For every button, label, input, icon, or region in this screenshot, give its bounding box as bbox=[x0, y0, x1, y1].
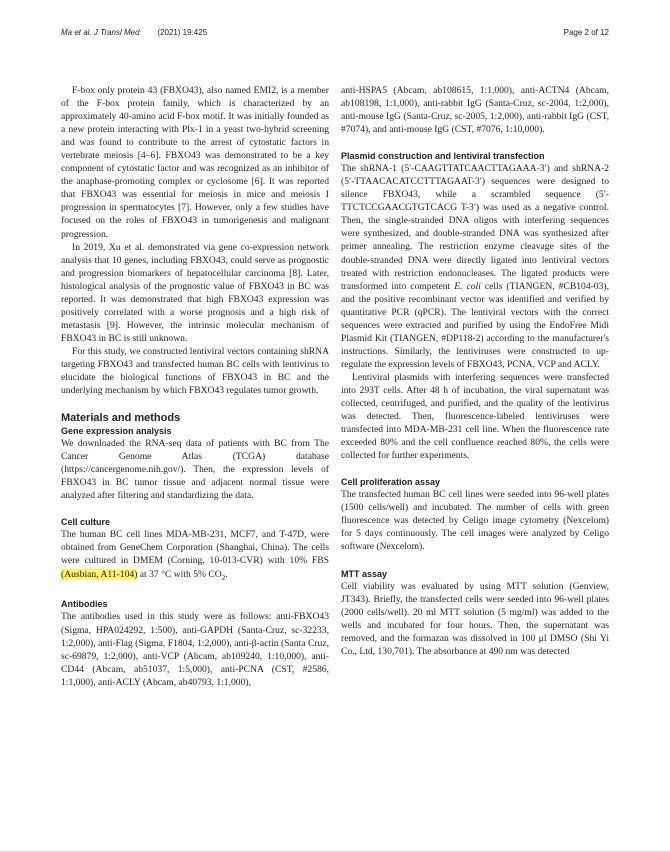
cell-culture-heading: Cell culture bbox=[61, 517, 111, 528]
intro-paragraph-2: In 2019, Xu et al. demonstrated via gene co-expression network analysis that 10 genes, including FBXO43, could serve as prognostic and progression biomarkers of hepatocellular carcinoma [8]. Later, histological analysis of the prognostic value of FBXO43 in BC was reported. It was demonstrated that high FBXO43 expression was positively correlated with a worse prognosis and a high risk of metastasis [9]. However, the intrinsic molecular mechanism of FBXO43 in BC is still unknown. bbox=[61, 241, 329, 344]
proliferation-text: The transfected human BC cell lines were seeded into 96-well plates (1500 cells/well) and incubated. The number of cells with green fluorescence was detected by Celigo image cytometry (Nexcelom) for 5 days continuously. The cell images were analyzed by Celigo software (Nexcelom). bbox=[341, 489, 609, 553]
proliferation-heading: Cell proliferation assay bbox=[341, 477, 441, 488]
right-column bbox=[341, 84, 609, 658]
year-volume: (2021) 19:425 bbox=[157, 28, 208, 37]
antibodies-text: The antibodies used in this study were as follows: anti-FBXO43 (Sigma, HPA024292, 1:500), anti-GAPDH (Santa-Cruz, sc-32233, 1:2,000), anti-Flag (Sigma, F1804, 1:2,000), anti-β-actin (Santa Cruz, sc-69879, 1:2,000), anti-VCP (Abcam, ab109240, 1:10,000), anti-CD44 (Abcam, ab51037, 1:5,000), anti-PCNA (CST, #2586, 1:1,000), anti-ACLY (Abcam, ab40793, 1:1,000), bbox=[61, 611, 329, 688]
cell-culture-text: The human BC cell lines MDA-MB-231, MCF7, and T-47D, were obtained from GeneChem Corporation (Shanghai, China). The cells were cultured in DMEM (Corning, 10-013-CVR) with 10% FBS (Ausbian, A11-104) at 37 °C with 5% $CO_2$. bbox=[61, 529, 329, 582]
antibodies-continued: anti-HSPA5 (Abcam, ab108615, 1:1,000), anti-ACTN4 (Abcam, ab108198, 1:1,000), anti-rabbit IgG (Santa-Cruz, sc-2004, 1:2,000), anti-mouse IgG (Santa-Cruz, sc-2005, 1:2,000), anti-rabbit IgG (CST, #7074), and anti-mouse IgG (CST, #7076, 1:10,000). bbox=[341, 85, 609, 136]
methods-heading: Materials and methods bbox=[61, 412, 181, 425]
intro-paragraph-1: F-box only protein 43 (FBXO43), also named EMI2, is a member of the F-box protein family, which is characterized by an approximately 40-amino acid F-box motif. It was initially founded as a new protein interacting with Plx-1 in a yeast two-hybrid screening and was found to contribute to the arrest of cytostatic factors in vertebrate meiosis [4–6]. FBXO43 was demonstrated to be a key component of cytostatic factor and was recognized as an inhibitor of the anaphase-promoting complex or cyclosome [6]. It was reported that FBXO43 was essential for meiosis in mice and meiosis I progression in spermatocytes [7]. However, only a few studies have focused on the roles of FBXO43 in tumorigenesis and malignant progression. bbox=[61, 85, 329, 240]
tcga-link[interactable]: https://cancergenome.nih.gov/ bbox=[64, 464, 181, 476]
left-column bbox=[61, 84, 329, 689]
journal-name: Ma et al. J Transl Med bbox=[61, 28, 140, 37]
plasmid-paragraph-2: Lentiviral plasmids with interfering sequences were transfected into 293T cells. After 48 h of incubation, the viral supernatant was collected, centrifuged, and purified, and the quality of the lentivirus was detected. Then, fluorescence-labeled lentiviruses were transfected into MDA-MB-231 cell line. When the fluorescence rate exceeded 80% and the cell confluence reached 80%, the cells were collected for further experiments. bbox=[341, 371, 609, 462]
antibodies-heading: Antibodies bbox=[61, 599, 108, 610]
mtt-text: Cell viability was evaluated by using MTT solution (Genview, JT343). Briefly, the transfected cells were seeded into 96-well plates (2000 cells/well). 20 ml MTT solution (5 mg/ml) was added to the wells and incubated for four hours. Then, the supernatant was removed, and the formazan was dissolved in 100 μl DMSO (Shi Yi Co., Ltd, 130,701). The absorbance at 490 nm was detected bbox=[341, 580, 609, 657]
page-number: Page 2 of 12 bbox=[563, 28, 609, 37]
plasmid-paragraph-1: The shRNA-1 (5′-CAAGTTATCAACTTAGAAA-3′) and shRNA-2 (5′-TTAACACATCCTTTAGAAT-3′) sequences were designed to silence FBXO43, while a scrambled sequence (5′-TTCTCCGAACGTGTCACG T-3′) was used as a negative control. Then, the single-stranded DNA oligos with interfering sequences were synthesized, and double-stranded DNA was synthesized after primer annealing. The restriction enzyme cleavage sites of the double-stranded DNA were directly ligated into lentiviral vectors treated with restriction endonucleases. The ligated products were transformed into competent E. coli cells (TIANGEN, #CB104-03), and the positive recombinant vector was identified and verified by quantitative PCR (qPCR). The lentiviral vectors with the correct sequences were extracted and purified by using the EndoFree Midi Plasmid Kit (TIANGEN, #DP118-2) according to the manufacturer's instructions. Similarly, the lentiviruses were constructed to up-regulate the expression levels of FBXO43, PCNA, VCP and ACLY. bbox=[341, 163, 609, 370]
highlighted-reference: (Ausbian, A11-104) bbox=[61, 568, 138, 580]
gene-expression-heading: Gene expression analysis bbox=[61, 426, 172, 437]
mtt-heading: MTT assay bbox=[341, 568, 388, 579]
running-header-left bbox=[61, 28, 207, 37]
intro-paragraph-3: For this study, we constructed lentiviral vectors containing shRNA targeting FBXO43 and transfected human BC cells with lentivirus to elucidate the biological functions of FBXO43 in BC and the underlying mechanism by which FBXO43 regulates tumor growth. bbox=[61, 345, 329, 397]
gene-expression-text: We downloaded the RNA-seq data of patients with BC from The Cancer Genome Atlas (TCGA) database (https://cancergenome.nih.gov/). Then, the expression levels of FBXO43 in BC tumor tissue and adjacent normal tissue were analyzed after filtering and standardizing the data. bbox=[61, 438, 329, 502]
plasmid-heading: Plasmid construction and lentiviral transfection bbox=[341, 151, 545, 162]
